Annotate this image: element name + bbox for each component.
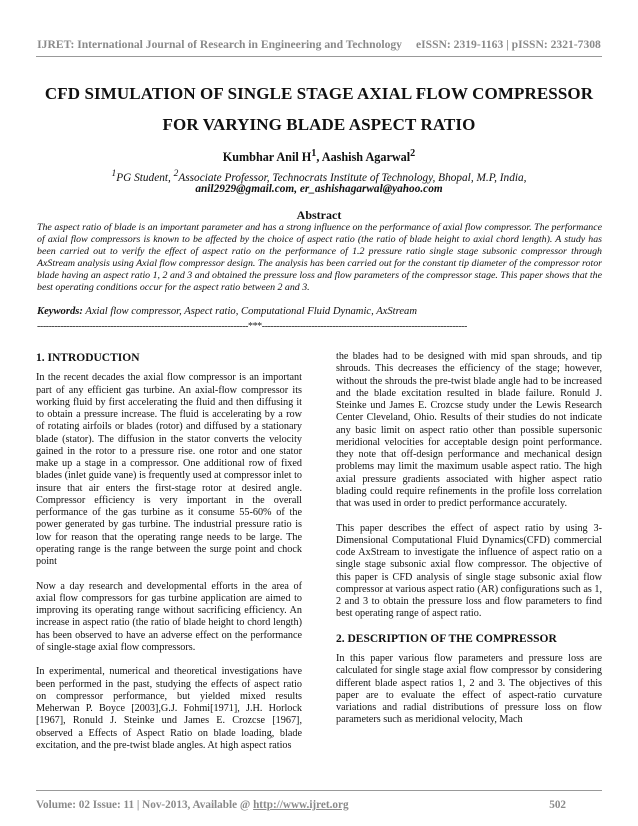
author-2: Aashish Agarwal: [321, 150, 411, 165]
paragraph: In the recent decades the axial flow compressor is an important part of any efficient gas turbine. An axial-flow compressor its working fluid by first accelerating the fluid and then diffusing it to obtain a pressure increase. The fluid is accelerating by a row of rotating airfoils or blades (rotor) and diffused by a stationary blade (stator). The diffusion in the stator converts the velocity gained in the rotor to a pressure rise. one rotor and one stator make up a stage in a compressor. One additional row of fixed blades (inlet guide vane) is frequently used at compressor inlet to insure that air enters the first-stage rotor at desired angle. Compressor efficiency is very important in the overall performance of the gas turbine as it consume 55-60% of the power generated by gas turbine. The industrial pressure ratio is low for reason that the operating range needs to be large. The operating range is the range between the surge point and chock point: [36, 372, 302, 567]
affil-sup-2: 2: [173, 169, 179, 179]
footer-rule: [36, 790, 602, 791]
author-separator: ,: [316, 150, 322, 165]
journal-header: [0, 38, 638, 51]
header-rule: [36, 56, 602, 57]
journal-issn: eISSN: 2319-1163 | pISSN: 2321-7308: [415, 38, 601, 51]
author-2-sup: 2: [410, 148, 416, 159]
title-line-1: CFD SIMULATION OF SINGLE STAGE AXIAL FLOW COMPRESSOR: [44, 84, 594, 103]
paper-title: [30, 78, 608, 140]
title-line-2: FOR VARYING BLADE ASPECT RATIO: [162, 115, 476, 134]
journal-link[interactable]: http://www.ijret.org: [253, 799, 349, 811]
abstract-heading: Abstract: [296, 208, 342, 222]
author-1-sup: 1: [311, 148, 317, 159]
affil-role-1: PG Student,: [116, 171, 174, 184]
affil-role-2: Associate Professor, Technocrats Institute of Technology, Bhopal, M.P, India,: [178, 171, 527, 184]
footer-volume: Volume: 02 Issue: 11 | Nov-2013, Available @: [36, 799, 254, 811]
left-column: [36, 350, 302, 764]
abstract-text: The aspect ratio of blade is an important parameter and has a strong influence on the performance of axial flow compressor. The performance of axial flow compressors is known to be affected by the choice of aspect ratio (the ratio of blade height to axial chord length). A study has been carried out to verify the effect of aspect ratio on the performance of 1.2 pressure ratio single stage subsonic compressor through AxStream analysis using Axial flow compressor design. The analysis has been carried out for the constant tip diameter of the compressor rotor blade having an aspect ratio 1, 2 and 3 and obtained the pressure loss and flow parameters of the compressor stage. This paper shows that the best operating conditions occur for the aspect ratio between 2 and 3.: [37, 222, 602, 294]
author-emails: anil2929@gmail.com, er_ashishagarwal@yahoo.com: [195, 183, 443, 195]
author-list: [0, 148, 638, 165]
paragraph: the blades had to be designed with mid span shrouds, and tip shrouds. This decreases the efficiency of the stage; however, without the shrouds the pre-twist blade angle had to be increased and the blade excitation resulted in blade failure. Ronuld J. Steinke und James E. Crozcse study under the Lewis Research Center Cleveland, Ohio. Results of their studies do not indicate any basic limit on aspect ratio other than possible supersonic meridional velocities for acceptable design point performance. they note that off-design performance and mechanical design problems may limit the maximum usable aspect ratio. The high axial pressure gradients associated with higher aspect ratio blading could require refinements in the profile loss correlation that was used in order to predict performance accurately.: [336, 351, 602, 509]
section-separator: ------------------------------------------------------------------------***----------------------------------------------------------------------: [37, 321, 467, 332]
affil-sup-1: 1: [111, 169, 117, 179]
section-heading-description: 2. DESCRIPTION OF THE COMPRESSOR: [336, 632, 557, 645]
keywords-list: Axial flow compressor, Aspect ratio, Computational Fluid Dynamic, AxStream: [82, 306, 417, 317]
keywords-label: Keywords:: [37, 306, 83, 317]
keywords: [37, 306, 602, 317]
paragraph: In experimental, numerical and theoretical investigations have been performed in the past, studying the effects of aspect ratio on compressor performance, but yielded mixed results Meherwan P. Boyce [2003],G.J. Fohmi[1971], J.H. Horlock [1967], Ronuld J. Steinke und James E. Crozcse [1967], observed a Effects of Aspect Ratio on blade loading, blade excitation, and the pre-twist blade angles. At high aspect ratios: [36, 666, 302, 751]
paragraph: Now a day research and developmental efforts in the area of axial flow compressors for gas turbine application are aimed to improving its operating range without sacrificing efficiency. An increase in aspect ratio (the ratio of blade height to chord length) has been observed to have an adverse effect on the performance of single-stage axial flow compressors.: [36, 580, 302, 653]
author-1: Kumbhar Anil H: [222, 150, 312, 165]
page-footer: [36, 799, 602, 811]
page-number: 502: [549, 799, 566, 811]
section-heading-introduction: 1. INTRODUCTION: [36, 352, 140, 364]
right-column: [336, 351, 602, 739]
journal-name: IJRET: International Journal of Research in Engineering and Technology: [37, 38, 402, 51]
paragraph: In this paper various flow parameters and pressure loss are calculated for single stage axial flow compressor by considering different blade aspect ratios 1, 2 and 3. The objectives of this paper are to evaluate the effect of aspect-ratio curvature variations and radial distributions of pressure loss on flow parameters such as meridional velocity, Mach: [336, 653, 602, 726]
paragraph: This paper describes the effect of aspect ratio by using 3-Dimensional Computational Fluid Dynamics(CFD) commercial code AxStream to investigate the influence of aspect ratio on a single stage subsonic axial flow compressor. The objective of this paper is CFD analysis of single stage subsonic axial flow compressor at various aspect ratio (AR) configurations such as 1, 2 and 3 to obtain the pressure loss and flow parameters to find best operating range of aspect ratio.: [336, 522, 602, 620]
